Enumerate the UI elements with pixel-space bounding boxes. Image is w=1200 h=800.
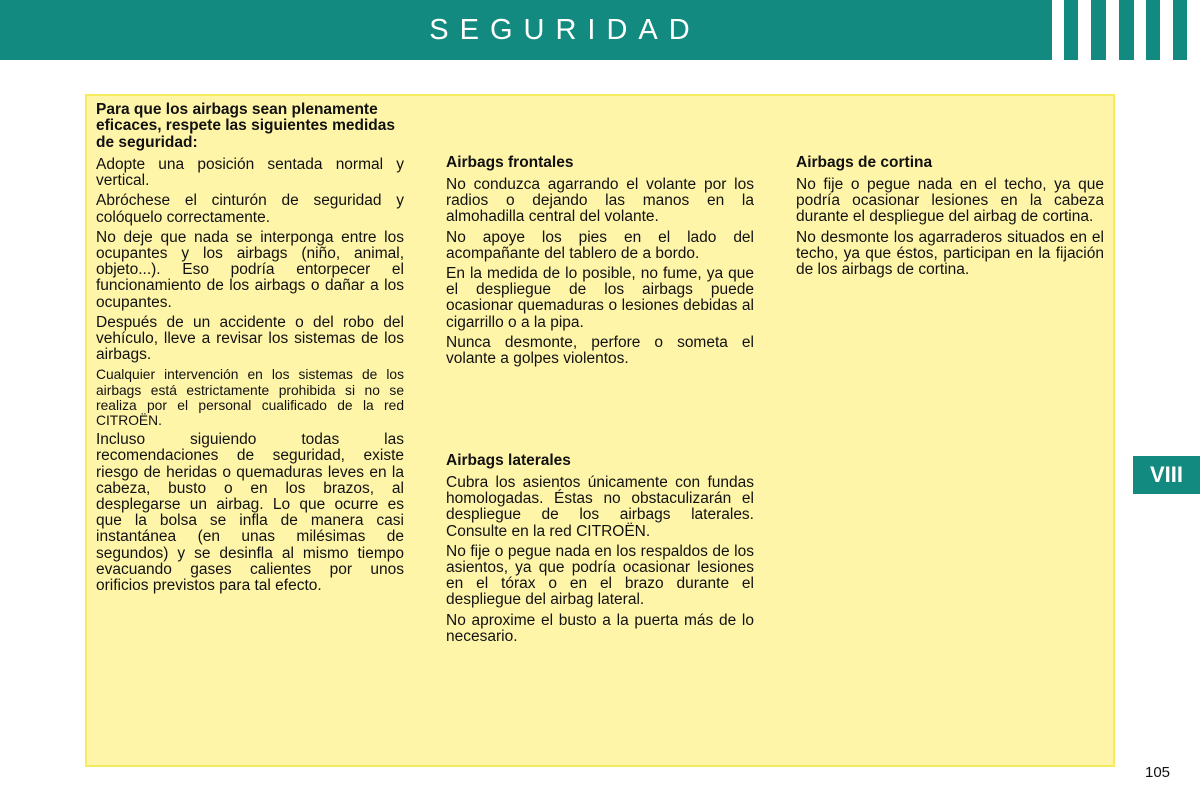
- paragraph: Nunca desmonte, perfore o someta el volante a golpes violentos.: [446, 333, 754, 368]
- paragraph: En la medida de lo posible, no fume, ya que el despliegue de los airbags puede ocasionar quemaduras o lesiones debidas al cigarrillo o a la pipa.: [446, 265, 754, 331]
- page-title: SEGURIDAD: [429, 14, 701, 46]
- header-stripe: [1187, 0, 1200, 60]
- paragraph: No deje que nada se interponga entre los ocupantes y los airbags (niño, animal, objeto...). Eso podría entorpecer el funcionamiento de los airbags o dañar a los ocupantes.: [96, 228, 404, 311]
- paragraph: Incluso siguiendo todas las recomendaciones de seguridad, existe riesgo de heridas o quemaduras leves en la cabeza, busto o en los brazos, al desplegarse un airbag. Lo que ocurre es que la bolsa se infla de manera casi instantánea (en unas milésimas de segundos) y se desinfla al mismo tiempo evacuando gases calientes por unos orificios previstos para tal efecto.: [96, 431, 404, 594]
- header-stripe: [1106, 0, 1119, 60]
- paragraph: Abróchese el cinturón de seguridad y colóquelo correctamente.: [96, 192, 404, 226]
- header-stripe: [1052, 0, 1064, 60]
- paragraph: Después de un accidente o del robo del vehículo, lleve a revisar los sistemas de los airbags.: [96, 313, 404, 364]
- paragraph: Cubra los asientos únicamente con fundas homologadas. Éstas no obstaculizarán el despliegue de los airbags laterales. Consulte en la red CITROËN.: [446, 474, 754, 540]
- column-curtain-airbags: [796, 154, 1104, 282]
- paragraph: No fije o pegue nada en el techo, ya que podría ocasionar lesiones en la cabeza durante el despliegue del airbag de cortina.: [796, 176, 1104, 226]
- section-heading: Airbags laterales: [446, 452, 571, 469]
- header-stripe: [1134, 0, 1146, 60]
- column-safety-measures: [96, 102, 404, 598]
- section-heading: Airbags frontales: [446, 154, 574, 171]
- paragraph: No aproxime el busto a la puerta más de lo necesario.: [446, 611, 754, 645]
- paragraph: No desmonte los agarraderos situados en el techo, ya que éstos, participan en la fijación de los airbags de cortina.: [796, 228, 1104, 279]
- paragraph: Adopte una posición sentada normal y vertical.: [96, 155, 404, 190]
- header-stripe: [1160, 0, 1173, 60]
- chapter-tab: VIII: [1130, 456, 1200, 494]
- paragraph: No conduzca agarrando el volante por los radios o dejando las manos en la almohadilla central del volante.: [446, 176, 754, 226]
- page-number: 105: [1145, 764, 1171, 781]
- intro-text: Para que los airbags sean plenamente eficaces, respete las siguientes medidas de seguridad:: [96, 101, 395, 151]
- note-paragraph: Cualquier intervención en los sistemas de los airbags está estrictamente prohibida si no se realiza por el personal cualificado de la red CITROËN.: [96, 367, 404, 428]
- column-frontal-airbags: [446, 154, 754, 371]
- section-heading: Airbags de cortina: [796, 154, 933, 171]
- header-stripe: [1078, 0, 1091, 60]
- paragraph: No apoye los pies en el lado del acompañante del tablero de a bordo.: [446, 228, 754, 262]
- paragraph: No fije o pegue nada en los respaldos de los asientos, ya que podría ocasionar lesiones en el tórax o en el brazo durante el despliegue del airbag lateral.: [446, 542, 754, 609]
- header-bar: [0, 0, 1200, 60]
- column-side-airbags: [446, 452, 754, 649]
